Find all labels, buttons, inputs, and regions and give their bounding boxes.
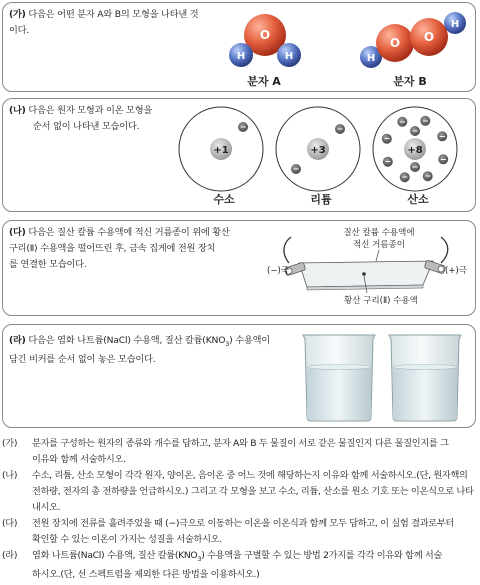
question-c: (다) 전원 장치에 전류를 흘려주었을 때 (−)극으로 이동하는 이온을 이온식과 함께 모두 답하고, 이 실험 결과로부터 확인할 수 있는 이온이 가지는 성질을 서술하시오. [2, 518, 455, 545]
electron-sign: − [438, 131, 446, 141]
nucleus-charge: +3 [310, 145, 326, 156]
panel-d-label: (라) [9, 335, 26, 346]
beakers [295, 329, 471, 425]
question-a: (가) 분자를 구성하는 원자의 종류와 개수를 답하고, 분자 A와 B 두 물질이 서로 같은 물질인지 다른 물질인지를 그 이유와 함께 서술하시오. [2, 438, 449, 465]
model-caption-lithium: 리튬 [310, 193, 332, 206]
electron-sign: − [336, 124, 344, 134]
panel-a-label: (가) [9, 9, 26, 20]
svg-text:H: H [284, 51, 294, 62]
model-caption-hydrogen: 수소 [213, 193, 235, 206]
svg-text:H: H [236, 51, 246, 62]
electron-sign: − [398, 117, 406, 127]
electron-sign: − [421, 116, 429, 126]
molecule-b-model [355, 7, 471, 73]
svg-text:(−)극: (−)극 [267, 266, 289, 276]
svg-text:황산 구리(Ⅱ) 수용액: 황산 구리(Ⅱ) 수용액 [344, 296, 418, 306]
electron-sign: − [401, 172, 409, 182]
panel-c-label: (다) [9, 227, 26, 238]
lithium-model [276, 107, 360, 191]
molecule-a-caption: 분자 A [247, 75, 281, 88]
panel-d [2, 324, 476, 428]
electron-sign: − [411, 162, 419, 172]
electron-sign: − [439, 154, 447, 164]
copper-sulfate-drop [362, 272, 366, 276]
panel-b-label: (나) [9, 105, 26, 116]
panel-b-text: (나) 다음은 원자 모형과 이온 모형을 순서 없이 나타낸 모습이다. [9, 105, 153, 132]
molecule-b-caption: 분자 B [393, 75, 427, 88]
panel-c-text: (다) 다음은 질산 칼륨 수용액에 적신 거름종이 위에 황산 구리(Ⅱ) 수용액을 떨어뜨린 후, 금속 집게에 전원 장치 를 연결한 모습이다. [9, 227, 230, 270]
nucleus-charge: +1 [213, 145, 229, 156]
oxygen-model [373, 107, 457, 191]
beaker-right [389, 335, 461, 421]
svg-text:O: O [423, 30, 435, 44]
electron-sign: − [424, 171, 432, 181]
question-d: (라) 염화 나트륨(NaCl) 수용액, 질산 칼륨$(KNO_3)$ 수용액을 구별할 수 있는 방법 2가지를 각각 이유와 함께 서술 하시오.(단, 선 스펙트럼을 제외한 다른 방법을 이용하시오.) [2, 550, 443, 580]
panel-d-text: (라) 다음은 염화 나트륨(NaCl) 수용액, 질산 칼륨$(KNO_3)$ 수용액이 담긴 비커를 순서 없이 놓은 모습이다. [9, 335, 270, 365]
svg-text:H: H [366, 53, 376, 64]
electron-sign: − [292, 164, 300, 174]
hydrogen-model [179, 107, 263, 191]
questions [2, 436, 476, 583]
svg-text:(+)극: (+)극 [445, 266, 467, 276]
svg-text:질산 칼륨 수용액에: 질산 칼륨 수용액에 [343, 228, 415, 238]
molecule-a-model [219, 11, 309, 75]
svg-text:O: O [259, 28, 271, 42]
electron-sign: − [383, 134, 391, 144]
electrophoresis-apparatus [263, 223, 473, 313]
svg-text:O: O [389, 36, 401, 50]
model-caption-oxygen: 산소 [407, 193, 429, 206]
panel-a-text: (가) 다음은 어떤 분자 A와 B의 모형을 나타낸 것 이다. [9, 9, 199, 36]
electron-sign: − [384, 157, 392, 167]
svg-text:H: H [450, 19, 460, 30]
beaker-left [303, 335, 375, 421]
electron-sign: − [411, 126, 419, 136]
panel-b [2, 98, 476, 212]
panel-a [2, 2, 476, 92]
ion-models [173, 103, 473, 193]
nucleus-charge: +8 [407, 145, 423, 156]
svg-text:적신 거름종이: 적신 거름종이 [353, 240, 405, 250]
electron-sign: − [239, 122, 247, 132]
question-b: (나) 수소, 리튬, 산소 모형이 각각 원자, 양이온, 음이온 중 어느 것에 해당하는지 이유와 함께 서술하시오.(단, 원자핵의 전하량, 전자의 총 전하량을 언급하시오.) 그리고 각 모형을 보고 수소, 리튬, 산소를 원소 기호 또는 이온식으로 나타 내시오. [2, 470, 474, 513]
panel-c [2, 220, 476, 316]
